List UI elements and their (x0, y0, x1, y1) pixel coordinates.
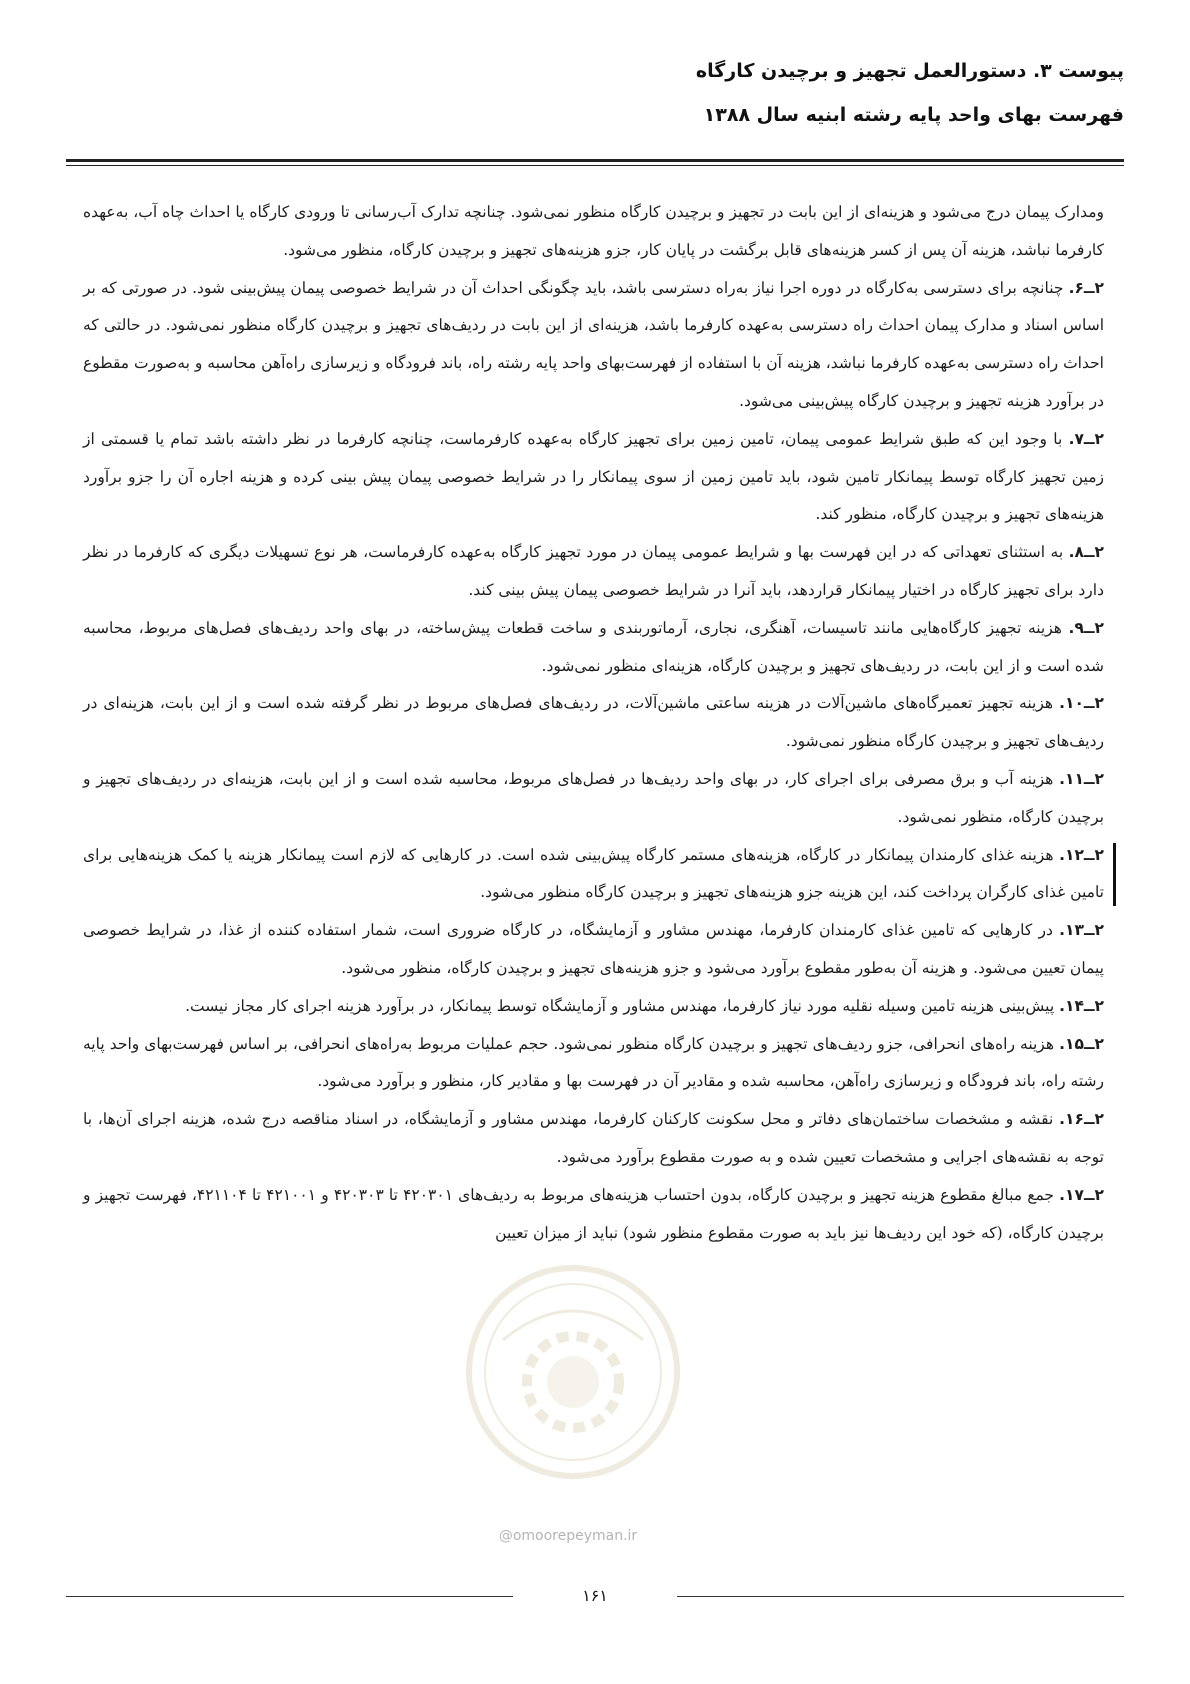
watermark-seal-logo (463, 1262, 683, 1482)
paragraph-2-16 (83, 1101, 1104, 1177)
paragraph-text: هزینه آب و برق مصرفی برای اجرای کار، در بهای واحد ردیف‌ها در فصل‌های مربوط، محاسبه شده است و از این بابت، هزینه‌ای در ردیف‌های تجهیز و برچیدن کارگاه، منظور نمی‌شود. (83, 769, 1104, 826)
paragraph-text: جمع مبالغ مقطوع هزینه تجهیز و برچیدن کارگاه، بدون احتساب هزینه‌های مربوط به ردیف‌های ۴۲۰۳۰۱ تا ۴۲۰۳۰۳ و ۴۲۱۰۰۱ تا ۴۲۱۱۰۴، فهرست تجهیز و برچیدن کارگاه، (که خود این ردیف‌ها نیز باید به صورت مقطوع منظور شود) نباید از میزان تعیین (83, 1185, 1104, 1242)
paragraph-text: هزینه تجهیز تعمیرگاه‌های ماشین‌آلات در هزینه ساعتی ماشین‌آلات، در ردیف‌های فصل‌های مربوط در نظر گرفته شده است و از این بابت، هزینه‌ای در ردیف‌های تجهیز و برچیدن کارگاه منظور نمی‌شود. (83, 694, 1104, 751)
paragraph-2-17 (83, 1177, 1104, 1253)
paragraph-text: نقشه و مشخصات ساختمان‌های دفاتر و محل سکونت کارکنان کارفرما، مهندس مشاور و آزمایشگاه، در اسناد مناقصه درج شده، هزینه اجرای آن‌ها، با توجه به نقشه‌های اجرایی و مشخصات تعیین شده و به صورت مقطوع برآورد می‌شود. (83, 1110, 1104, 1166)
paragraph-text: در کارهایی که تامین غذای کارمندان کارفرما، مهندس مشاور و آزمایشگاه، در کارگاه ضروری است، شمار استفاده کننده از غذا، در شرایط خصوصی پیمان تعیین می‌شود. و هزینه آن به‌طور مقطوع برآورد می‌شود و جزو هزینه‌های تجهیز و برچیدن کارگاه، منظور می‌شود. (83, 921, 1104, 977)
paragraph-text: ومدارک پیمان درج می‌شود و هزینه‌ای از این بابت در تجهیز و برچیدن کارگاه منظور نمی‌شود. چنانچه تدارک آب‌رسانی تا ورودی کارگاه یا احداث چاه آب، به‌عهده کارفرما نباشد، هزینه آن پس از کسر هزینه‌های قابل برگشت در پایان کار، جزو هزینه‌های تجهیز و برچیدن کارگاه، منظور می‌شود. (83, 203, 1104, 259)
body-text (83, 194, 1104, 1252)
paragraph-text: با وجود این که طبق شرایط عمومی پیمان، تامین زمین برای تجهیز کارگاه به‌عهده کارفرماست، چنانچه کارفرما در نظر داشته باشد تمام یا قسمتی از زمین تجهیز کارگاه توسط پیمانکار تامین شود، باید تامین زمین از سوی پیمانکار را در شرایط خصوصی پیمان پیش بینی کرده و هزینه اجاره آن را جزو برآورد هزینه‌های تجهیز و برچیدن کارگاه، منظور کند. (83, 429, 1104, 524)
paragraph-2-10 (83, 685, 1104, 761)
paragraph-number: ۲ــ۹. (1068, 618, 1104, 637)
paragraph-text: چنانچه برای دسترسی به‌کارگاه در دوره اجرا نیاز به‌راه دسترسی باشد، باید چگونگی احداث آن در شرایط خصوصی پیمان پیش‌بینی شود. در صورتی که بر اساس اسناد و مدارک پیمان احداث راه دسترسی به‌عهده کارفرما باشد، هزینه‌ای از این بابت در ردیف‌های تجهیز و برچیدن کارگاه منظور نمی‌شود. در حالتی که احداث راه دسترسی به‌عهده کارفرما نباشد، هزینه آن با استفاده از فهرست‌بهای واحد پایه رشته راه، باند فرودگاه و زیرسازی راه‌آهن محاسبه و به‌صورت مقطوع در برآورد هزینه تجهیز و برچیدن کارگاه پیش‌بینی می‌شود. (83, 278, 1104, 410)
paragraph-text: هزینه تجهیز کارگاه‌هایی مانند تاسیسات، آهنگری، نجاری، آرماتوربندی و ساخت قطعات پیش‌ساخته، در بهای واحد ردیف‌های فصل‌های مربوط، محاسبه شده است و از این بابت، در ردیف‌های تجهیز و برچیدن کارگاه، هزینه‌ای منظور نمی‌شود. (83, 618, 1104, 675)
paragraph-number: ۲ــ۱۶. (1059, 1110, 1105, 1129)
paragraph-number: ۲ــ۱۴. (1059, 996, 1104, 1015)
paragraph-number: ۲ــ۱۷. (1059, 1185, 1105, 1204)
paragraph-2-14 (83, 988, 1104, 1026)
footer-rule-right (677, 1596, 1124, 1597)
paragraph-number: ۲ــ۱۱. (1059, 769, 1104, 788)
header-divider (66, 159, 1124, 166)
paragraph-number: ۲ــ۱۲. (1059, 845, 1104, 864)
paragraph-text: هزینه راه‌های انحرافی، جزو ردیف‌های تجهیز و برچیدن کارگاه منظور نمی‌شود. حجم عملیات مربوط به‌راه‌های انحرافی، بر اساس فهرست‌بهای واحد پایه رشته راه، باند فرودگاه و زیرسازی راه‌آهن، محاسبه شده و مقادیر آن در فهرست بها و مقادیر کار، منظور و برآورد می‌شود. (83, 1034, 1104, 1091)
paragraph-2-11 (83, 761, 1104, 837)
paragraph-number: ۲ــ۱۰. (1059, 694, 1104, 713)
paragraph-number: ۲ــ۷. (1068, 429, 1104, 448)
paragraph-continuation (83, 194, 1104, 270)
paragraph-number: ۲ــ۶. (1068, 278, 1104, 297)
paragraph-text: پیش‌بینی هزینه تامین وسیله نقلیه مورد نیاز کارفرما، مهندس مشاور و آزمایشگاه توسط پیمانکار، در برآورد هزینه اجرای کار مجاز نیست. (185, 996, 1055, 1015)
paragraph-2-12 (83, 837, 1104, 913)
paragraph-2-15 (83, 1026, 1104, 1102)
paragraph-number: ۲ــ۱۵. (1059, 1034, 1105, 1053)
paragraph-number: ۲ــ۱۳. (1059, 921, 1105, 940)
paragraph-text: هزینه غذای کارمندان پیمانکار در کارگاه، هزینه‌های مستمر کارگاه پیش‌بینی شده است. در کارهایی که لازم است پیمانکار هزینه یا کمک هزینه‌هایی برای تامین غذای کارگران پرداخت کند، این هزینه جزو هزینه‌های تجهیز و برچیدن کارگاه منظور می‌شود. (83, 845, 1104, 902)
paragraph-2-13 (83, 912, 1104, 988)
paragraph-number: ۲ــ۸. (1068, 543, 1104, 562)
header-title: پیوست ۳. دستورالعمل تجهیز و برچیدن کارگاه (695, 60, 1124, 82)
page-header (66, 56, 1124, 144)
watermark-site: @omoorepeyman.ir (498, 1528, 638, 1544)
paragraph-2-8 (83, 534, 1104, 610)
paragraph-2-7 (83, 421, 1104, 534)
page-number: ۱۶۱ (582, 1586, 608, 1605)
page-footer (66, 1586, 1124, 1608)
paragraph-2-6 (83, 270, 1104, 421)
header-subtitle: فهرست بهای واحد پایه رشته ابنیه سال ۱۳۸۸ (703, 104, 1124, 126)
paragraph-text: به استثنای تعهداتی که در این فهرست بها و شرایط عمومی پیمان در مورد تجهیز کارگاه به‌عهده کارفرماست، هر نوع تسهیلات دیگری که کارفرما در نظر دارد برای تجهیز کارگاه در اختیار پیمانکار قراردهد، باید آنرا در شرایط خصوصی پیمان پیش بینی کند. (83, 543, 1104, 599)
paragraph-2-9 (83, 610, 1104, 686)
